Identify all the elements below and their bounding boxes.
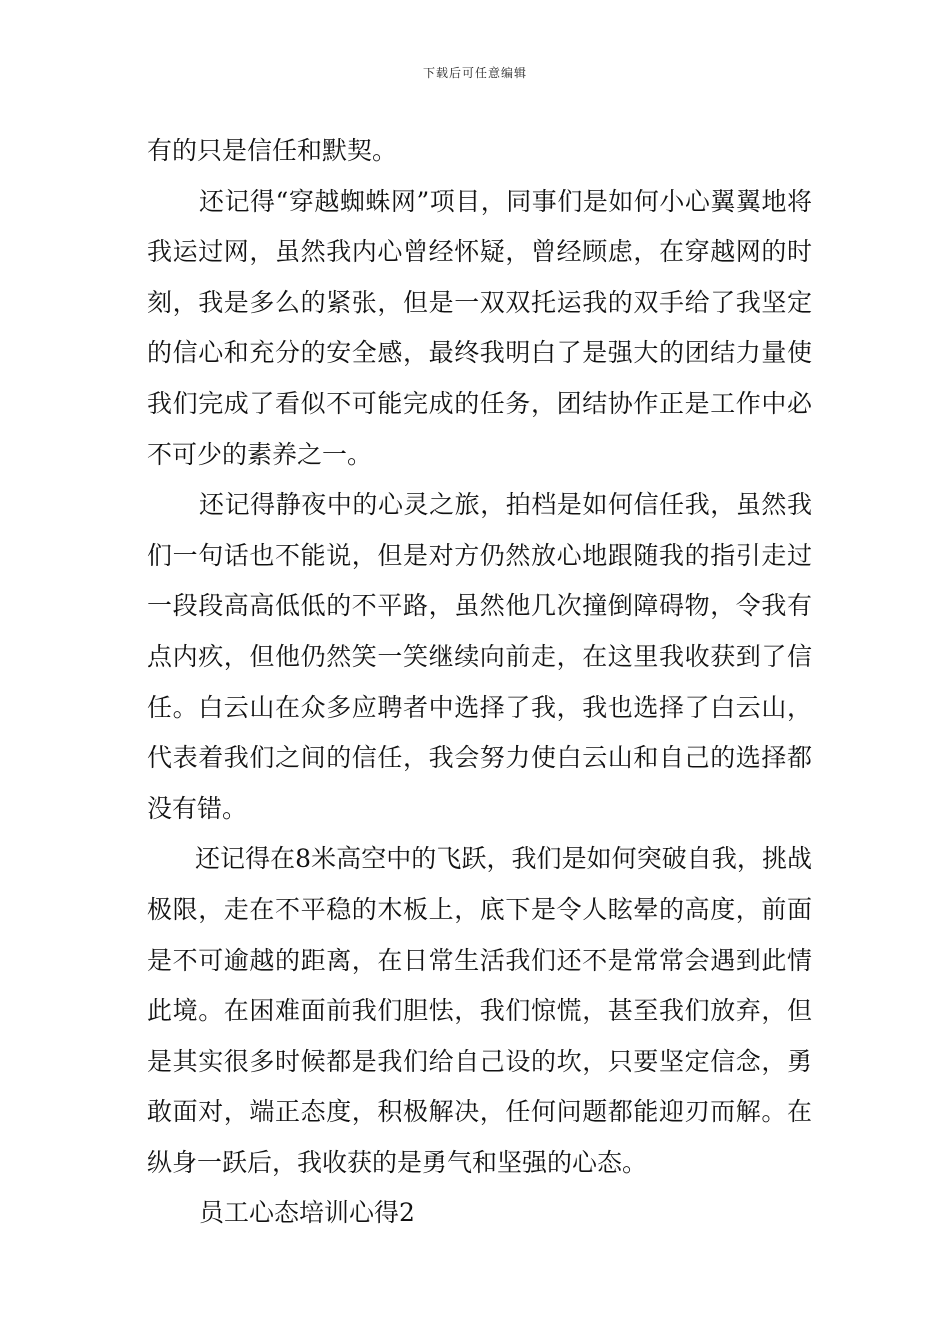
paragraph-night-journey: 还记得静夜中的心灵之旅，拍档是如何信任我，虽然我们一句话也不能说，但是对方仍然放心地跟随我的指引走过一段段高高低低的不平路，虽然他几次撞倒障碍物，令我有点内疚，但他仍然笑一笑继续向前走，在这里我收获到了信任。白云山在众多应聘者中选择了我，我也选择了白云山，代表着我们之间的信任，我会努力使白云山和自己的选择都没有错。 bbox=[147, 490, 812, 823]
page-header: 下载后可任意编辑 bbox=[422, 66, 527, 80]
document-body bbox=[147, 126, 812, 1239]
section-heading: 员工心态培训心得2 bbox=[199, 1198, 415, 1228]
paragraph-high-altitude-leap: 还记得在8米高空中的飞跃，我们是如何突破自我，挑战极限，走在不平稳的木板上，底下是令人眩晕的高度，前面是不可逾越的距离，在日常生活我们还不是常常会遇到此情此境。在困难面前我们胆怯，我们惊慌，甚至我们放弃，但是其实很多时候都是我们给自己设的坎，只要坚定信念，勇敢面对，端正态度，积极解决，任何问题都能迎刃而解。在纵身一跃后，我收获的是勇气和坚强的心态。 bbox=[147, 844, 812, 1177]
paragraph-spider-web: 还记得“穿越蜘蛛网”项目，同事们是如何小心翼翼地将我运过网，虽然我内心曾经怀疑，曾经顾虑，在穿越网的时刻，我是多么的紧张，但是一双双托运我的双手给了我坚定的信心和充分的安全感，最终我明白了是强大的团结力量使我们完成了看似不可能完成的任务，团结协作正是工作中必不可少的素养之一。 bbox=[147, 186, 812, 469]
paragraph-continuation: 有的只是信任和默契。 bbox=[147, 136, 398, 165]
